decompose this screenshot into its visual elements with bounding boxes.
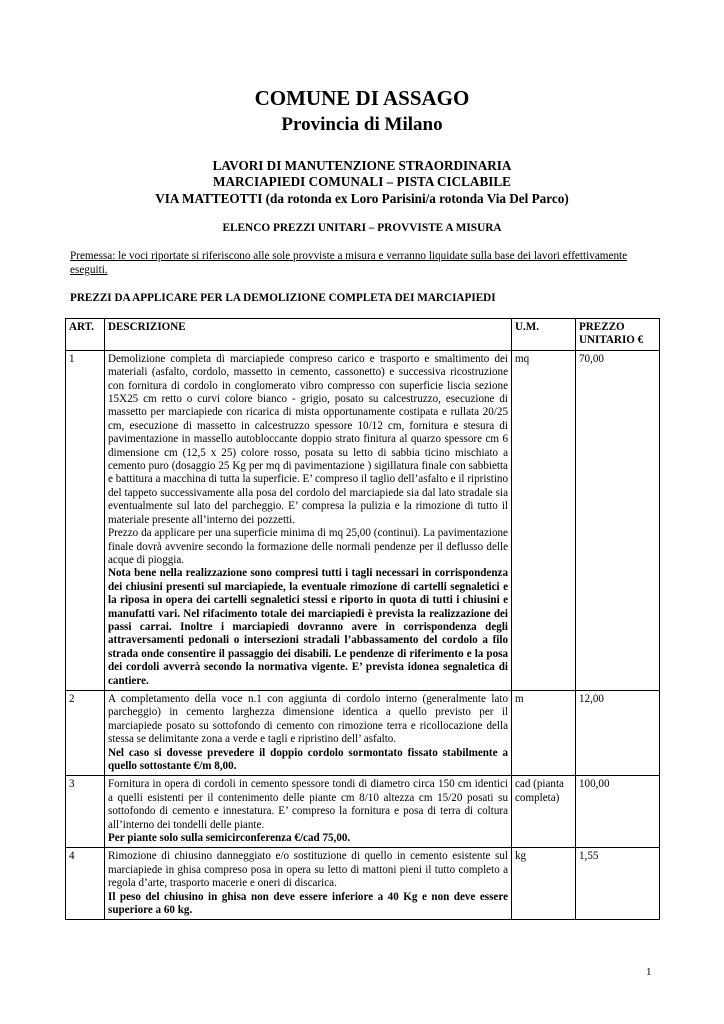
cell-prezzo: 12,00 xyxy=(576,690,660,775)
cell-um: mq xyxy=(512,350,576,690)
description-note: Nota bene nella realizzazione sono compresi tutti i tagli necessari in corrispondenza dei chiusini presenti sul marciapiede, la eventuale rimozione di cartelli segnaletici e la riposa in opera dei cartelli segnaletici stessi e riporto in quota di tutti i chiusini e manufatti vari. Nel rifacimento totale dei marciapiedi è prevista la realizzazione dei passi carrai. Inoltre i marciapiedi dovranno avere in corrispondenza degli attraversamenti pedonali o intersezioni stradali l’abbassamento del cordolo a filo strada onde consentire il passaggio dei disabili. Le pendenze di riferimento e la posa dei cordoli avverrà secondo la normativa vigente. E’ prevista idonea segnaletica di cantiere. xyxy=(108,567,508,687)
table-header-row xyxy=(66,319,660,351)
price-table xyxy=(65,318,660,920)
table-row xyxy=(66,776,660,848)
cell-prezzo: 1,55 xyxy=(576,848,660,920)
cell-um: cad (pianta completa) xyxy=(512,776,576,848)
table-row xyxy=(66,350,660,690)
cell-descrizione xyxy=(105,350,512,690)
page-number: 1 xyxy=(646,966,652,978)
header-descrizione: DESCRIZIONE xyxy=(105,319,512,351)
cell-art: 4 xyxy=(66,848,105,920)
province-subtitle: Provincia di Milano xyxy=(281,114,443,135)
section-title: PREZZI DA APPLICARE PER LA DEMOLIZIONE COMPLETA DEI MARCIAPIEDI xyxy=(70,292,496,304)
cell-descrizione xyxy=(105,848,512,920)
description-text: Demolizione completa di marciapiede compreso carico e trasporto e smaltimento dei materiali (asfalto, cordolo, massetto in cemento, cassonetto) e successiva ricostruzione con fornitura di cordolo in conglomerato vibro compresso con superficie liscia sezione 15X25 cm retto o curvi colore bianco - grigio, posato su calcestruzzo, esecuzione di massetto per marciapiede con ricarica di mista opportunamente costipata e rullata 20/25 cm, esecuzione di massetto in calcestruzzo spessore 10/12 cm, fornitura e stesura di pavimentazione in massello autobloccante doppio strato finitura al quarzo spessore cm 6 dimensione cm (12,5 x 25) colore rosso, posata su letto di sabbia ticino mischiato a cemento puro (dosaggio 25 Kg per mq di pavimentazione ) sigillatura finale con sabbietta e battitura a macchina di tutta la superficie. E’ compreso il taglio dell’asfalto e il ripristino del tappeto successivamente alla posa del cordolo del marciapiede sia dal lato stradale sia eventualmente sul lato del parcheggio. E’ compresa la pulizia e la rimozione di tutto il materiale presente all’interno dei pozzetti. xyxy=(108,352,508,526)
works-title-line-1: LAVORI DI MANUTENZIONE STRAORDINARIA xyxy=(212,158,512,173)
price-list-title: ELENCO PREZZI UNITARI – PROVVISTE A MISURA xyxy=(222,222,502,234)
table-row xyxy=(66,690,660,775)
municipality-title: COMUNE DI ASSAGO xyxy=(254,86,470,110)
description-text: Prezzo da applicare per una superficie minima di mq 25,00 (continui). La pavimentazione finale dovrà avvenire secondo la formazione delle normali pendenze per il deflusso delle acque di pioggia. xyxy=(108,527,508,566)
works-title-line-2: MARCIAPIEDI COMUNALI – PISTA CICLABILE xyxy=(213,174,511,189)
description-note: Per piante solo sulla semicirconferenza €/cad 75,00. xyxy=(108,832,351,845)
cell-art: 3 xyxy=(66,776,105,848)
header-prezzo: PREZZO UNITARIO € xyxy=(576,319,660,351)
description-note: Il peso del chiusino in ghisa non deve essere inferiore a 40 Kg e non deve essere superiore a 60 kg. xyxy=(108,890,508,917)
cell-art: 2 xyxy=(66,690,105,775)
description-text: Rimozione di chiusino danneggiato e/o sostituzione di quello in cemento esistente sul marciapiede in ghisa compreso posa in opera su letto di mattoni pieni il tutto completo a regola d’arte, trasporto macerie e oneri di discarica. xyxy=(108,850,508,890)
description-text: Fornitura in opera di cordoli in cemento spessore tondi di diametro circa 150 cm identici a quelli esistenti per il contenimento delle piante cm 8/10 altezza cm 15/20 posati su sottofondo di cemento e innestatura. E’ compreso la fornitura e posa di terra di coltura all’interno dei tondelli delle piante. xyxy=(108,778,508,831)
header-art: ART. xyxy=(66,319,105,351)
header-um: U.M. xyxy=(512,319,576,351)
cell-prezzo: 70,00 xyxy=(576,350,660,690)
table-row xyxy=(66,848,660,920)
description-note: Nel caso si dovesse prevedere il doppio cordolo sormontato fissato stabilmente a quello sottostante €/m 8,00. xyxy=(108,746,508,772)
cell-descrizione xyxy=(105,776,512,848)
cell-prezzo: 100,00 xyxy=(576,776,660,848)
cell-um: kg xyxy=(512,848,576,920)
cell-descrizione xyxy=(105,690,512,775)
cell-um: m xyxy=(512,690,576,775)
works-title-line-3: VIA MATTEOTTI (da rotonda ex Loro Parisini/a rotonda Via Del Parco) xyxy=(155,191,569,206)
cell-art: 1 xyxy=(66,350,105,690)
premessa-note: Premessa: le voci riportate si riferiscono alle sole provviste a misura e verranno liquidate sulla base dei lavori effettivamente eseguiti. xyxy=(70,250,628,276)
description-text: A completamento della voce n.1 con aggiunta di cordolo interno (generalmente lato parcheggio) in cemento larghezza dimensione identica a quello previsto per il marciapiede posato su sottofondo di cemento con rimozione terra e ricollocazione della stessa se delimitante zona a verde e tagli e ripristino dell’ asfalto. xyxy=(108,692,508,746)
